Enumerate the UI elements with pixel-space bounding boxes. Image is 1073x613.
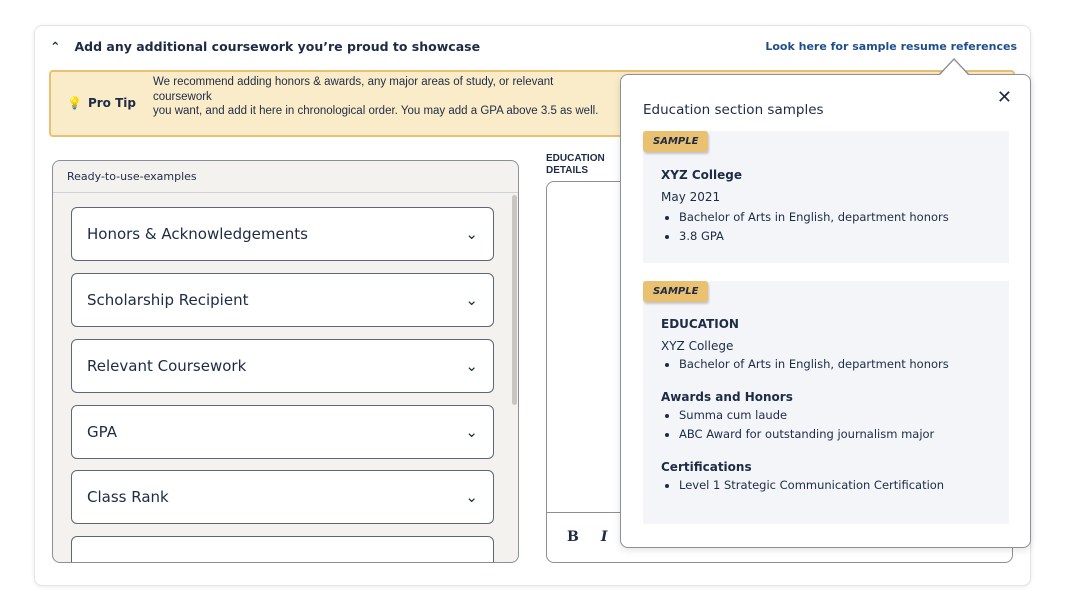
samples-popover: [620, 74, 1031, 548]
sample-bullet: • 3.8 GPA: [679, 227, 991, 246]
item-label: Class Rank: [87, 488, 169, 506]
popover-arrow-fill: [939, 60, 969, 76]
example-coursework[interactable]: [71, 339, 494, 393]
example-scholarship[interactable]: [71, 273, 494, 327]
sample-card: [643, 131, 1009, 263]
example-class-rank[interactable]: [71, 470, 494, 524]
sample-bullet: • Level 1 Strategic Communication Certification: [679, 476, 991, 495]
section-title: Add any additional coursework you’re proud to showcase: [74, 39, 481, 54]
item-label: Relevant Coursework: [87, 357, 247, 375]
examples-panel: [52, 160, 519, 563]
sample-bullet: • Bachelor of Arts in English, department honors: [679, 208, 991, 227]
sample-date: May 2021: [661, 190, 721, 204]
sample-bullet: • ABC Award for outstanding journalism major: [679, 425, 991, 444]
awards-heading: Awards and Honors: [661, 390, 793, 404]
sample-bullet: • Summa cum laude: [679, 406, 991, 425]
italic-button[interactable]: I: [600, 529, 608, 545]
bold-button[interactable]: B: [567, 529, 579, 545]
example-partial[interactable]: [71, 536, 494, 563]
pro-tip-text: We recommend adding honors & awards, any major areas of study, or relevant coursework: [153, 76, 554, 103]
sample-badge: SAMPLE: [643, 281, 708, 302]
sample-card: [643, 281, 1009, 524]
example-gpa[interactable]: [71, 405, 494, 459]
examples-title: Ready-to-use-examples: [53, 161, 518, 193]
pro-tip-text: you want, and add it here in chronological order. You may add a GPA above 3.5 as well.: [153, 105, 599, 117]
editor-label: EDUCATION DETAILS: [546, 153, 605, 176]
lightbulb-icon: 💡: [67, 96, 82, 110]
chevron-down-icon: ⌄: [465, 357, 478, 375]
pro-tip-label: Pro Tip: [87, 96, 136, 110]
cert-heading: Certifications: [661, 460, 752, 474]
item-label: Honors & Acknowledgements: [87, 225, 308, 243]
chevron-down-icon: ⌄: [465, 423, 478, 441]
chevron-down-icon: ⌄: [465, 225, 478, 243]
chevron-down-icon: ⌄: [465, 488, 478, 506]
sample-badge: SAMPLE: [643, 131, 708, 152]
sample-bullet: • Bachelor of Arts in English, department honors: [679, 355, 991, 374]
chevron-down-icon: ⌄: [465, 291, 478, 309]
popover-title: Education section samples: [643, 102, 824, 118]
close-icon[interactable]: ✕: [996, 87, 1012, 108]
sample-references-link[interactable]: Look here for sample resume references: [765, 40, 1017, 53]
section-header[interactable]: [50, 39, 480, 54]
example-honors[interactable]: [71, 207, 494, 261]
item-label: GPA: [87, 423, 117, 441]
sample-school: XYZ College: [661, 339, 734, 353]
scrollbar[interactable]: [512, 195, 517, 405]
chevron-up-icon: ⌃: [50, 39, 61, 54]
sample-heading: EDUCATION: [661, 317, 739, 331]
sample-school: XYZ College: [661, 168, 742, 182]
item-label: Scholarship Recipient: [87, 291, 249, 309]
